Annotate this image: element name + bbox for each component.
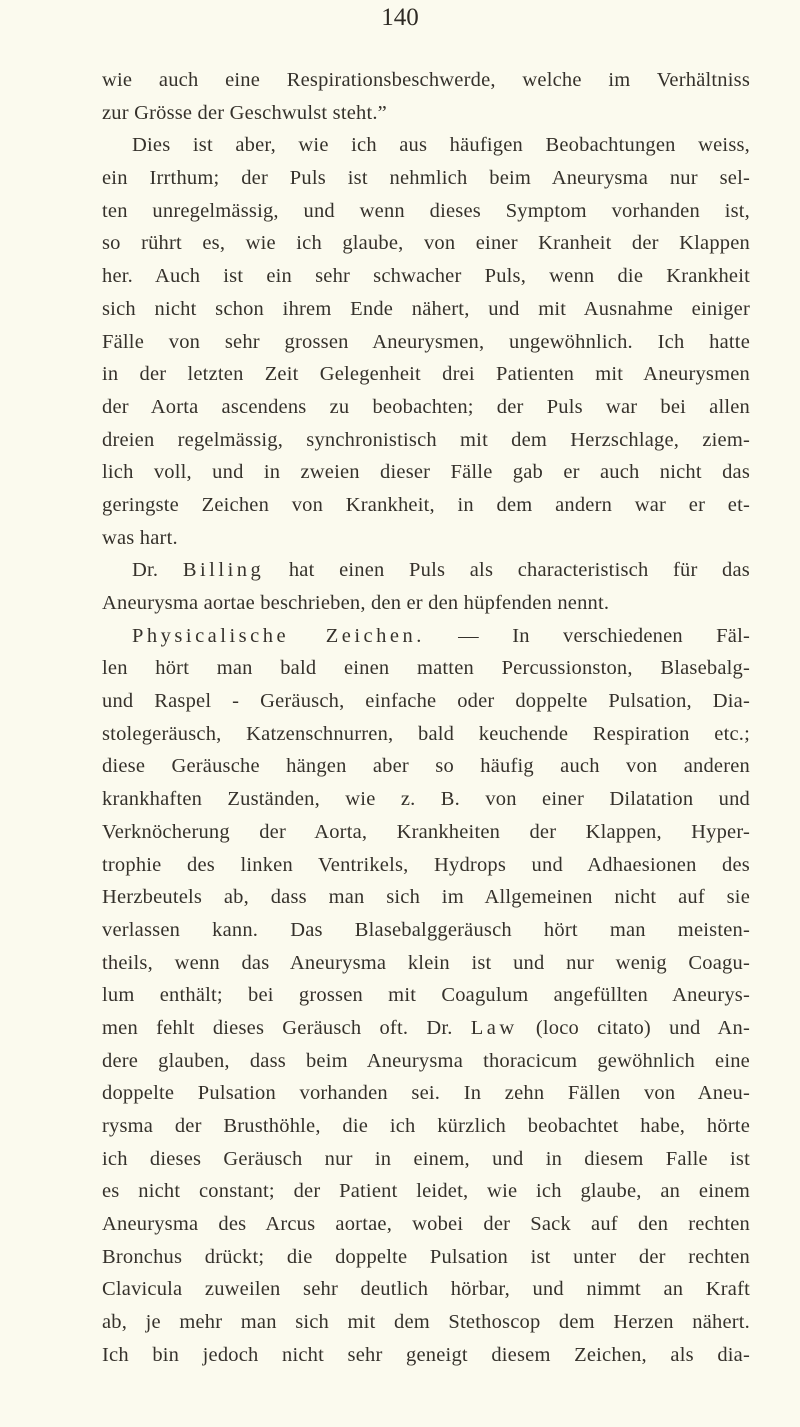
text-segment: Bronchus drückt; die doppelte Pulsation ist unter der rechten [102,1245,750,1268]
text-line [102,162,750,195]
text-segment: trophie des linken Ventrikels, Hydrops und Adhaesionen des [102,853,750,876]
text-line [102,1208,750,1241]
text-line [102,1241,750,1274]
text-segment: ein Irrthum; der Puls ist nehmlich beim Aneurysma nur sel- [102,167,750,190]
text-line [102,979,750,1012]
text-segment: len hört man bald einen matten Percussionston, Blasebalg- [102,657,750,680]
text-line [102,1045,750,1078]
text-line [102,97,750,130]
text-segment: theils, wenn das Aneurysma klein ist und nur wenig Coagu- [102,951,750,974]
text-segment: rysma der Brusthöhle, die ich kürzlich beobachtet habe, hörte [102,1115,750,1137]
text-line [102,849,750,882]
spaced-emphasis: Billing [182,559,265,582]
text-line [102,1012,750,1045]
text-segment: was hart. [102,526,178,549]
text-segment: Aneurysma aortae beschrieben, den er den hüpfenden nennt. [102,592,610,614]
body-text [102,64,750,1372]
text-line [102,489,750,522]
spaced-emphasis: Law [470,1016,518,1039]
text-line [102,391,750,424]
text-segment: Clavicula zuweilen sehr deutlich hörbar, und nimmt an Kraft [102,1278,750,1301]
page-number: 140 [381,4,419,31]
text-line [102,881,750,914]
text-segment: dere glauben, dass beim Aneurysma thoracicum gewöhnlich eine [102,1049,750,1072]
text-segment: geringste Zeichen von Krankheit, in dem andern war er et- [102,493,750,516]
text-segment: Aneurysma des Arcus aortae, wobei der Sack auf den rechten [102,1213,750,1236]
text-line [102,456,750,489]
text-segment: her. Auch ist ein sehr schwacher Puls, wenn die Krankheit [102,265,750,288]
text-line [102,1339,750,1372]
text-line [102,652,750,685]
text-segment: — In verschiedenen Fäl- [424,624,750,647]
spaced-emphasis: Physicalische Zeichen. [132,624,425,647]
text-line [102,620,750,653]
text-line [102,260,750,293]
text-line [102,1175,750,1208]
text-line [102,358,750,391]
text-segment: ab, je mehr man sich mit dem Stethoscop dem Herzen nähert. [102,1311,750,1334]
text-segment: lum enthält; bei grossen mit Coagulum angefüllten Aneurys- [102,984,750,1007]
text-line [102,1273,750,1306]
text-segment: Dies ist aber, wie ich aus häufigen Beobachtungen weiss, [132,134,750,157]
text-segment: lich voll, und in zweien dieser Fälle gab er auch nicht das [102,461,750,484]
text-line [102,1110,750,1143]
text-line [102,554,750,587]
text-segment: dreien regelmässig, synchronistisch mit dem Herzschlage, ziem- [102,428,750,451]
text-segment: ten unregelmässig, und wenn dieses Symptom vorhanden ist, [102,199,750,222]
text-segment: krankhaften Zuständen, wie z. B. von einer Dilatation und [102,788,750,811]
text-segment: sich nicht schon ihrem Ende nähert, und mit Ausnahme einiger [102,297,750,320]
text-line [102,914,750,947]
text-line [102,293,750,326]
text-segment: hat einen Puls als characteristisch für das [264,559,750,582]
text-segment: men fehlt dieses Geräusch oft. Dr. [102,1016,471,1039]
text-segment: Ich bin jedoch nicht sehr geneigt diesem Zeichen, als dia- [102,1343,750,1366]
text-segment: Verknöcherung der Aorta, Krankheiten der Klappen, Hyper- [102,820,750,843]
text-segment: und Raspel - Geräusch, einfache oder doppelte Pulsation, Dia- [102,690,750,713]
text-line [102,424,750,457]
text-line [102,129,750,162]
text-line [102,64,750,97]
text-line [102,750,750,783]
text-line [102,685,750,718]
text-line [102,1077,750,1110]
text-segment: stolegeräusch, Katzenschnurren, bald keuchende Respiration etc.; [102,722,750,745]
text-segment: verlassen kann. Das Blasebalggeräusch hört man meisten- [102,918,750,941]
text-line [102,227,750,260]
text-line [102,326,750,359]
text-segment: ich dieses Geräusch nur in einem, und in diesem Falle ist [102,1147,750,1170]
text-segment: (loco citato) und An- [517,1016,750,1039]
text-segment: so rührt es, wie ich glaube, von einer Kranheit der Klappen [102,232,750,255]
text-segment: Fälle von sehr grossen Aneurysmen, ungewöhnlich. Ich hatte [102,330,750,353]
text-segment: doppelte Pulsation vorhanden sei. In zehn Fällen von Aneu- [102,1082,750,1105]
text-segment: diese Geräusche hängen aber so häufig auch von anderen [102,755,750,778]
text-line [102,587,750,620]
text-line [102,522,750,555]
text-segment: zur Grösse der Geschwulst steht.” [102,101,387,124]
text-line [102,816,750,849]
text-line [102,783,750,816]
text-line [102,195,750,228]
text-line [102,718,750,751]
text-segment: wie auch eine Respirationsbeschwerde, welche im Verhältniss [102,69,750,91]
text-segment: es nicht constant; der Patient leidet, wie ich glaube, an einem [102,1180,750,1203]
text-segment: in der letzten Zeit Gelegenheit drei Patienten mit Aneurysmen [102,363,750,386]
text-line [102,1143,750,1176]
text-segment: der Aorta ascendens zu beobachten; der Puls war bei allen [102,395,750,418]
text-segment: Dr. [132,559,183,582]
text-line [102,1306,750,1339]
text-segment: Herzbeutels ab, dass man sich im Allgemeinen nicht auf sie [102,886,750,909]
text-line [102,947,750,980]
